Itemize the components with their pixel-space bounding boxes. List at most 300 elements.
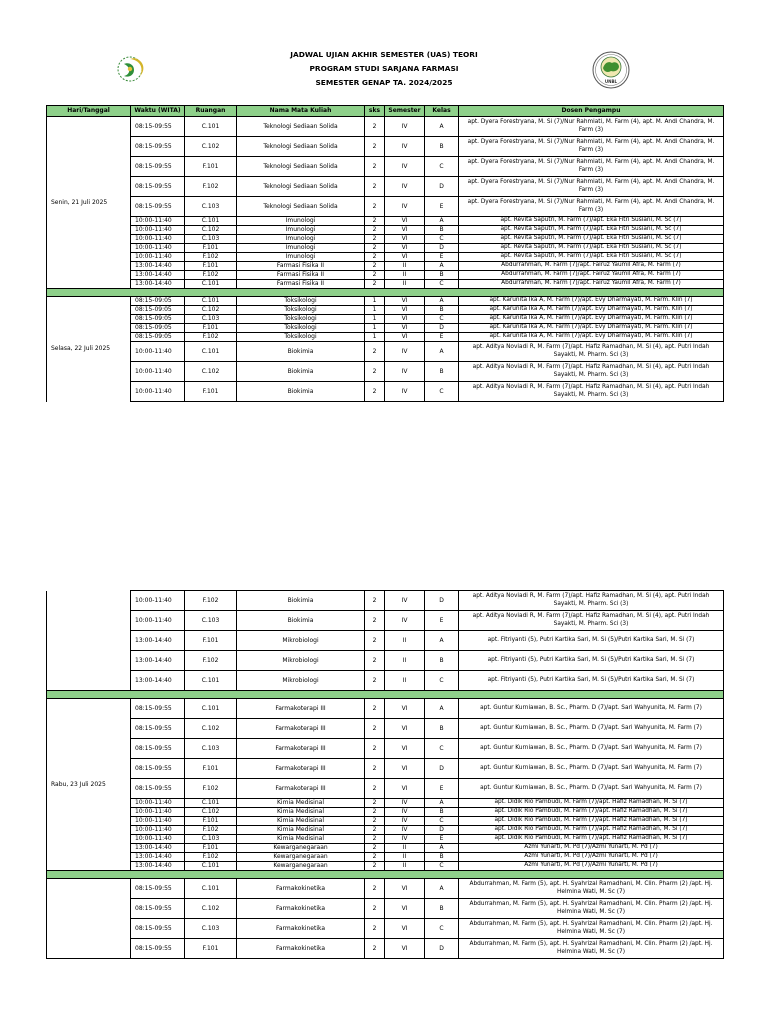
course-cell: Farmakoterapi III [237, 739, 365, 759]
semester-cell: IV [385, 197, 425, 217]
time-cell: 10:00-11:40 [131, 235, 185, 244]
course-cell: Farmakokinetika [237, 899, 365, 919]
table-row [47, 382, 724, 402]
time-cell: 13:00-14:40 [131, 844, 185, 853]
time-cell: 10:00-11:40 [131, 253, 185, 262]
course-cell: Biokimia [237, 362, 365, 382]
course-cell: Kimia Medisinal [237, 817, 365, 826]
class-cell: B [425, 853, 459, 862]
time-cell: 08:15-09:55 [131, 939, 185, 959]
course-cell: Kewarganegaraan [237, 844, 365, 853]
class-cell: B [425, 226, 459, 235]
sks-cell: 2 [365, 826, 385, 835]
class-cell: D [425, 244, 459, 253]
day-cell [47, 879, 131, 959]
semester-cell: VI [385, 226, 425, 235]
table-header-row [47, 106, 724, 117]
lecturer-cell: Abdurrahman, M. Farm (7)/apt. Fairuz Yaumil Afra, M. Farm (7) [459, 262, 724, 271]
course-cell: Toksikologi [237, 297, 365, 306]
table-row [47, 799, 724, 808]
semester-cell: II [385, 853, 425, 862]
lecturer-cell: apt. Karunita Ika A, M. Farm (7)/apt. Evy Dharmayati, M. Farm. Klin (7) [459, 315, 724, 324]
sks-cell: 2 [365, 262, 385, 271]
sks-cell: 2 [365, 244, 385, 253]
course-cell: Mikrobiologi [237, 651, 365, 671]
lecturer-cell: apt. Revita Saputri, M. Farm (7)/apt. Eka Fitri Susiani, M. Sc (7) [459, 217, 724, 226]
time-cell: 10:00-11:40 [131, 808, 185, 817]
course-cell: Teknologi Sediaan Solida [237, 177, 365, 197]
room-cell: C.102 [185, 362, 237, 382]
room-cell: F.101 [185, 382, 237, 402]
course-cell: Mikrobiologi [237, 631, 365, 651]
course-cell: Farmakoterapi III [237, 759, 365, 779]
sks-cell: 2 [365, 671, 385, 691]
room-cell: C.103 [185, 919, 237, 939]
time-cell: 08:15-09:55 [131, 739, 185, 759]
class-cell: A [425, 217, 459, 226]
course-cell: Farmakoterapi III [237, 719, 365, 739]
sks-cell: 1 [365, 306, 385, 315]
time-cell: 10:00-11:40 [131, 826, 185, 835]
sks-cell: 2 [365, 342, 385, 362]
semester-cell: IV [385, 808, 425, 817]
class-cell: D [425, 826, 459, 835]
sks-cell: 2 [365, 235, 385, 244]
semester-cell: IV [385, 362, 425, 382]
table-row [47, 826, 724, 835]
sks-cell: 2 [365, 862, 385, 871]
day-cell: Senin, 21 Juli 2025 [47, 117, 131, 289]
col-header-semester: Semester [385, 106, 425, 117]
semester-cell: VI [385, 719, 425, 739]
time-cell: 10:00-11:40 [131, 342, 185, 362]
table-row [47, 939, 724, 959]
course-cell: Biokimia [237, 611, 365, 631]
lecturer-cell: Abdurrahman, M. Farm (5), apt. H. Syahrizal Ramadhani, M. Clin. Pharm (2) /apt. Hj. Helmina Wati, M. Sc (7) [459, 899, 724, 919]
course-cell: Toksikologi [237, 324, 365, 333]
sks-cell: 2 [365, 853, 385, 862]
semester-cell: VI [385, 939, 425, 959]
table-row [47, 362, 724, 382]
class-cell: E [425, 611, 459, 631]
lecturer-cell: apt. Karunita Ika A, M. Farm (7)/apt. Evy Dharmayati, M. Farm. Klin (7) [459, 333, 724, 342]
time-cell: 13:00-14:40 [131, 651, 185, 671]
time-cell: 08:15-09:05 [131, 306, 185, 315]
time-cell: 10:00-11:40 [131, 591, 185, 611]
table-row [47, 280, 724, 289]
table-row [47, 217, 724, 226]
sks-cell: 2 [365, 217, 385, 226]
class-cell: B [425, 137, 459, 157]
sks-cell: 1 [365, 297, 385, 306]
sks-cell: 2 [365, 939, 385, 959]
time-cell: 08:15-09:05 [131, 297, 185, 306]
time-cell: 10:00-11:40 [131, 217, 185, 226]
sks-cell: 1 [365, 315, 385, 324]
class-cell: C [425, 817, 459, 826]
course-cell: Kimia Medisinal [237, 808, 365, 817]
class-cell: A [425, 879, 459, 899]
sks-cell: 2 [365, 197, 385, 217]
class-cell: A [425, 342, 459, 362]
table-row [47, 315, 724, 324]
room-cell: F.102 [185, 591, 237, 611]
semester-cell: II [385, 671, 425, 691]
course-cell: Teknologi Sediaan Solida [237, 197, 365, 217]
class-cell: B [425, 899, 459, 919]
course-cell: Biokimia [237, 382, 365, 402]
sks-cell: 2 [365, 699, 385, 719]
lecturer-cell: apt. Aditya Noviadi R, M. Farm (7)/apt. Hafiz Ramadhan, M. Si (4), apt. Putri Indah Sayakti, M. Pharm. Sci (3) [459, 591, 724, 611]
course-cell: Teknologi Sediaan Solida [237, 117, 365, 137]
sks-cell: 2 [365, 835, 385, 844]
class-cell: B [425, 271, 459, 280]
sks-cell: 2 [365, 879, 385, 899]
table-row [47, 333, 724, 342]
day-cell [47, 591, 131, 691]
class-cell: E [425, 197, 459, 217]
table-row [47, 899, 724, 919]
lecturer-cell: apt. Revita Saputri, M. Farm (7)/apt. Eka Fitri Susiani, M. Sc (7) [459, 235, 724, 244]
sks-cell: 2 [365, 280, 385, 289]
course-cell: Kewarganegaraan [237, 862, 365, 871]
time-cell: 13:00-14:40 [131, 862, 185, 871]
semester-cell: VI [385, 879, 425, 899]
class-cell: D [425, 591, 459, 611]
course-cell: Farmakoterapi III [237, 699, 365, 719]
col-header-time: Waktu (WITA) [131, 106, 185, 117]
table-row [47, 297, 724, 306]
course-cell: Imunologi [237, 244, 365, 253]
lecturer-cell: apt. Karunita Ika A, M. Farm (7)/apt. Evy Dharmayati, M. Farm. Klin (7) [459, 306, 724, 315]
class-cell: C [425, 671, 459, 691]
lecturer-cell: Azmi Yunarti, M. Pd (7)/Azmi Yunarti, M. Pd (7) [459, 853, 724, 862]
room-cell: C.101 [185, 699, 237, 719]
course-cell: Kimia Medisinal [237, 826, 365, 835]
semester-cell: IV [385, 799, 425, 808]
room-cell: C.101 [185, 671, 237, 691]
room-cell: C.102 [185, 719, 237, 739]
lecturer-cell: apt. Revita Saputri, M. Farm (7)/apt. Eka Fitri Susiani, M. Sc (7) [459, 253, 724, 262]
semester-cell: IV [385, 382, 425, 402]
class-cell: B [425, 808, 459, 817]
room-cell: F.101 [185, 262, 237, 271]
semester-cell: IV [385, 137, 425, 157]
lecturer-cell: apt. Aditya Noviadi R, M. Farm (7)/apt. Hafiz Ramadhan, M. Si (4), apt. Putri Indah Sayakti, M. Pharm. Sci (3) [459, 382, 724, 402]
day-cell: Selasa, 22 Juli 2025 [47, 297, 131, 402]
class-cell: B [425, 651, 459, 671]
lecturer-cell: apt. Dyera Forestryana, M. Si (7)/Nur Rahmiati, M. Farm (4), apt. M. Andi Chandra, M. Farm (3) [459, 177, 724, 197]
table-row [47, 844, 724, 853]
room-cell: F.102 [185, 826, 237, 835]
sks-cell: 2 [365, 817, 385, 826]
time-cell: 08:15-09:55 [131, 177, 185, 197]
class-cell: A [425, 262, 459, 271]
class-cell: E [425, 333, 459, 342]
time-cell: 08:15-09:55 [131, 879, 185, 899]
time-cell: 08:15-09:55 [131, 157, 185, 177]
lecturer-cell: apt. Fitriyanti (5), Putri Kartika Sari, M. Si (5)/Putri Kartika Sari, M. Si (7) [459, 631, 724, 651]
course-cell: Toksikologi [237, 333, 365, 342]
semester-cell: VI [385, 759, 425, 779]
semester-cell: VI [385, 217, 425, 226]
time-cell: 10:00-11:40 [131, 611, 185, 631]
course-cell: Imunologi [237, 217, 365, 226]
room-cell: F.102 [185, 253, 237, 262]
class-cell: E [425, 779, 459, 799]
room-cell: C.103 [185, 835, 237, 844]
time-cell: 08:15-09:55 [131, 899, 185, 919]
table-row [47, 271, 724, 280]
room-cell: F.101 [185, 324, 237, 333]
semester-cell: VI [385, 315, 425, 324]
lecturer-cell: apt. Didik Rio Pambudi, M. Farm (7)/apt. Hafiz Ramadhan, M. Si (7) [459, 799, 724, 808]
class-cell: A [425, 117, 459, 137]
day-cell: Rabu, 23 Juli 2025 [47, 699, 131, 871]
table-row [47, 671, 724, 691]
time-cell: 10:00-11:40 [131, 362, 185, 382]
header-program: PROGRAM STUDI SARJANA FARMASI [309, 64, 459, 73]
course-cell: Biokimia [237, 591, 365, 611]
lecturer-cell: Abdurrahman, M. Farm (5), apt. H. Syahrizal Ramadhani, M. Clin. Pharm (2) /apt. Hj. Helmina Wati, M. Sc (7) [459, 919, 724, 939]
room-cell: F.101 [185, 157, 237, 177]
sks-cell: 2 [365, 117, 385, 137]
course-cell: Teknologi Sediaan Solida [237, 157, 365, 177]
sks-cell: 1 [365, 324, 385, 333]
room-cell: C.101 [185, 342, 237, 362]
course-cell: Biokimia [237, 342, 365, 362]
class-cell: C [425, 280, 459, 289]
table-row [47, 324, 724, 333]
class-cell: D [425, 177, 459, 197]
header-semester: SEMESTER GENAP TA. 2024/2025 [315, 78, 453, 87]
sks-cell: 2 [365, 362, 385, 382]
day-separator-row [47, 871, 724, 879]
col-header-lecturer: Dosen Pengampu [459, 106, 724, 117]
room-cell: F.101 [185, 939, 237, 959]
lecturer-cell: Abdurrahman, M. Farm (7)/apt. Fairuz Yaumil Afra, M. Farm (7) [459, 280, 724, 289]
semester-cell: IV [385, 591, 425, 611]
schedule-table-page-2 [46, 590, 724, 959]
course-cell: Imunologi [237, 226, 365, 235]
separator-cell [47, 691, 724, 699]
semester-cell: VI [385, 699, 425, 719]
class-cell: A [425, 699, 459, 719]
semester-cell: II [385, 862, 425, 871]
course-cell: Toksikologi [237, 315, 365, 324]
svg-text:UNBL: UNBL [604, 79, 618, 84]
time-cell: 13:00-14:40 [131, 631, 185, 651]
lecturer-cell: apt. Fitriyanti (5), Putri Kartika Sari, M. Si (5)/Putri Kartika Sari, M. Si (7) [459, 651, 724, 671]
semester-cell: II [385, 271, 425, 280]
table-row [47, 117, 724, 137]
room-cell: F.101 [185, 244, 237, 253]
schedule-body-page-1 [47, 117, 724, 402]
time-cell: 08:15-09:55 [131, 197, 185, 217]
table-row [47, 817, 724, 826]
table-row [47, 226, 724, 235]
sks-cell: 2 [365, 844, 385, 853]
lecturer-cell: apt. Didik Rio Pambudi, M. Farm (7)/apt. Hafiz Ramadhan, M. Si (7) [459, 808, 724, 817]
time-cell: 13:00-14:40 [131, 853, 185, 862]
lecturer-cell: Abdurrahman, M. Farm (5), apt. H. Syahrizal Ramadhani, M. Clin. Pharm (2) /apt. Hj. Helmina Wati, M. Sc (7) [459, 879, 724, 899]
table-row [47, 306, 724, 315]
semester-cell: II [385, 631, 425, 651]
lecturer-cell: apt. Guntur Kurniawan, B. Sc., Pharm. D (7)/apt. Sari Wahyunita, M. Farm (7) [459, 719, 724, 739]
sks-cell: 2 [365, 631, 385, 651]
class-cell: B [425, 362, 459, 382]
col-header-course: Nama Mata Kuliah [237, 106, 365, 117]
class-cell: D [425, 759, 459, 779]
semester-cell: II [385, 280, 425, 289]
lecturer-cell: apt. Aditya Noviadi R, M. Farm (7)/apt. Hafiz Ramadhan, M. Si (4), apt. Putri Indah Sayakti, M. Pharm. Sci (3) [459, 362, 724, 382]
sks-cell: 2 [365, 779, 385, 799]
room-cell: C.102 [185, 137, 237, 157]
lecturer-cell: apt. Dyera Forestryana, M. Si (7)/Nur Rahmiati, M. Farm (4), apt. M. Andi Chandra, M. Farm (3) [459, 197, 724, 217]
sks-cell: 2 [365, 382, 385, 402]
room-cell: C.101 [185, 862, 237, 871]
time-cell: 08:15-09:55 [131, 919, 185, 939]
time-cell: 10:00-11:40 [131, 226, 185, 235]
table-row [47, 262, 724, 271]
time-cell: 08:15-09:55 [131, 759, 185, 779]
table-row [47, 853, 724, 862]
semester-cell: II [385, 651, 425, 671]
table-row [47, 611, 724, 631]
class-cell: C [425, 919, 459, 939]
lecturer-cell: apt. Didik Rio Pambudi, M. Farm (7)/apt. Hafiz Ramadhan, M. Si (7) [459, 817, 724, 826]
sks-cell: 2 [365, 226, 385, 235]
room-cell: C.101 [185, 297, 237, 306]
course-cell: Farmakoterapi III [237, 779, 365, 799]
course-cell: Farmakokinetika [237, 879, 365, 899]
sks-cell: 2 [365, 759, 385, 779]
room-cell: F.102 [185, 779, 237, 799]
sks-cell: 2 [365, 157, 385, 177]
table-row [47, 779, 724, 799]
room-cell: C.101 [185, 117, 237, 137]
time-cell: 10:00-11:40 [131, 817, 185, 826]
room-cell: C.102 [185, 226, 237, 235]
separator-cell [47, 871, 724, 879]
lecturer-cell: Abdurrahman, M. Farm (5), apt. H. Syahrizal Ramadhani, M. Clin. Pharm (2) /apt. Hj. Helmina Wati, M. Sc (7) [459, 939, 724, 959]
sks-cell: 2 [365, 719, 385, 739]
lecturer-cell: apt. Revita Saputri, M. Farm (7)/apt. Eka Fitri Susiani, M. Sc (7) [459, 244, 724, 253]
room-cell: F.102 [185, 651, 237, 671]
semester-cell: VI [385, 739, 425, 759]
course-cell: Farmasi Fisika II [237, 271, 365, 280]
schedule-table-page-1 [46, 105, 724, 402]
day-separator-row [47, 289, 724, 297]
class-cell: D [425, 324, 459, 333]
class-cell: B [425, 306, 459, 315]
time-cell: 08:15-09:55 [131, 719, 185, 739]
time-cell: 08:15-09:55 [131, 779, 185, 799]
university-logo-right [591, 50, 631, 90]
class-cell: C [425, 157, 459, 177]
table-row [47, 244, 724, 253]
lecturer-cell: apt. Karunita Ika A, M. Farm (7)/apt. Evy Dharmayati, M. Farm. Klin (7) [459, 297, 724, 306]
lecturer-cell: apt. Dyera Forestryana, M. Si (7)/Nur Rahmiati, M. Farm (4), apt. M. Andi Chandra, M. Farm (3) [459, 117, 724, 137]
table-row [47, 253, 724, 262]
lecturer-cell: apt. Aditya Noviadi R, M. Farm (7)/apt. Hafiz Ramadhan, M. Si (4), apt. Putri Indah Sayakti, M. Pharm. Sci (3) [459, 611, 724, 631]
room-cell: C.103 [185, 315, 237, 324]
room-cell: F.102 [185, 271, 237, 280]
time-cell: 10:00-11:40 [131, 799, 185, 808]
time-cell: 08:15-09:05 [131, 315, 185, 324]
table-row [47, 699, 724, 719]
table-row [47, 879, 724, 899]
semester-cell: IV [385, 117, 425, 137]
class-cell: E [425, 253, 459, 262]
semester-cell: II [385, 844, 425, 853]
semester-cell: VI [385, 306, 425, 315]
course-cell: Teknologi Sediaan Solida [237, 137, 365, 157]
time-cell: 13:00-14:40 [131, 280, 185, 289]
room-cell: C.103 [185, 197, 237, 217]
semester-cell: IV [385, 826, 425, 835]
time-cell: 08:15-09:05 [131, 324, 185, 333]
time-cell: 13:00-14:40 [131, 271, 185, 280]
sks-cell: 2 [365, 253, 385, 262]
table-row [47, 177, 724, 197]
table-row [47, 862, 724, 871]
lecturer-cell: Azmi Yunarti, M. Pd (7)/Azmi Yunarti, M. Pd (7) [459, 862, 724, 871]
sks-cell: 2 [365, 271, 385, 280]
course-cell: Kimia Medisinal [237, 835, 365, 844]
lecturer-cell: apt. Fitriyanti (5), Putri Kartika Sari, M. Si (5)/Putri Kartika Sari, M. Si (7) [459, 671, 724, 691]
sks-cell: 2 [365, 611, 385, 631]
lecturer-cell: apt. Didik Rio Pambudi, M. Farm (7)/apt. Hafiz Ramadhan, M. Si (7) [459, 826, 724, 835]
class-cell: C [425, 315, 459, 324]
table-row [47, 835, 724, 844]
table-row [47, 651, 724, 671]
time-cell: 10:00-11:40 [131, 382, 185, 402]
lecturer-cell: apt. Guntur Kurniawan, B. Sc., Pharm. D (7)/apt. Sari Wahyunita, M. Farm (7) [459, 699, 724, 719]
table-row [47, 759, 724, 779]
semester-cell: VI [385, 899, 425, 919]
semester-cell: VI [385, 235, 425, 244]
col-header-class: Kelas [425, 106, 459, 117]
table-row [47, 591, 724, 611]
semester-cell: IV [385, 177, 425, 197]
day-separator-row [47, 691, 724, 699]
header-title: JADWAL UJIAN AKHIR SEMESTER (UAS) TEORI [290, 50, 478, 59]
table-row [47, 631, 724, 651]
room-cell: C.103 [185, 739, 237, 759]
room-cell: F.101 [185, 844, 237, 853]
class-cell: E [425, 835, 459, 844]
course-cell: Farmakokinetika [237, 919, 365, 939]
course-cell: Mikrobiologi [237, 671, 365, 691]
lecturer-cell: apt. Revita Saputri, M. Farm (7)/apt. Eka Fitri Susiani, M. Sc (7) [459, 226, 724, 235]
document-header [0, 48, 768, 90]
col-header-sks: sks [365, 106, 385, 117]
lecturer-cell: apt. Guntur Kurniawan, B. Sc., Pharm. D (7)/apt. Sari Wahyunita, M. Farm (7) [459, 739, 724, 759]
semester-cell: II [385, 262, 425, 271]
room-cell: F.102 [185, 177, 237, 197]
room-cell: C.102 [185, 808, 237, 817]
semester-cell: VI [385, 253, 425, 262]
class-cell: A [425, 297, 459, 306]
sks-cell: 2 [365, 651, 385, 671]
room-cell: C.101 [185, 280, 237, 289]
time-cell: 10:00-11:40 [131, 835, 185, 844]
sks-cell: 2 [365, 177, 385, 197]
lecturer-cell: apt. Karunita Ika A, M. Farm (7)/apt. Evy Dharmayati, M. Farm. Klin (7) [459, 324, 724, 333]
room-cell: F.102 [185, 853, 237, 862]
room-cell: C.102 [185, 306, 237, 315]
